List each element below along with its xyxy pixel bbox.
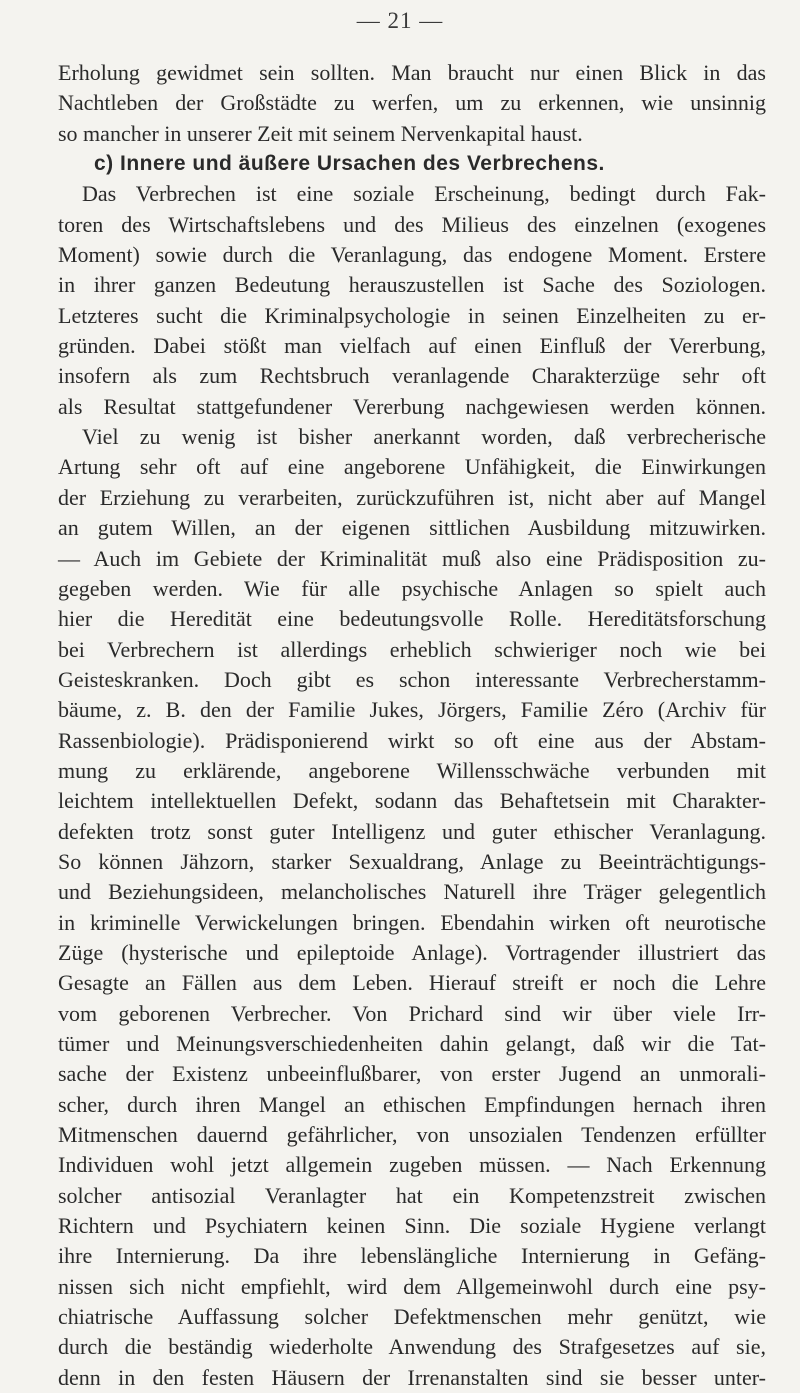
text-line: Rassenbiologie). Prädisponierend wirkt so oft eine aus der Abstam- — [58, 727, 766, 753]
text-line: der Erziehung zu verarbeiten, zurückzuführen ist, nicht aber auf Mangel — [58, 484, 766, 510]
text-line: nissen sich nicht empfiehlt, wird dem Allgemeinwohl durch eine psy- — [58, 1273, 766, 1299]
text-line: Artung sehr oft auf eine angeborene Unfähigkeit, die Einwirkungen — [58, 454, 766, 480]
section-heading: c) Innere und äußere Ursachen des Verbrechens. — [94, 152, 605, 176]
text-line: in ihrer ganzen Bedeutung herauszustellen ist Sache des Soziologen. — [58, 272, 766, 298]
text-line: Viel zu wenig ist bisher anerkannt worden, daß verbrecherische — [82, 424, 766, 450]
text-line: Das Verbrechen ist eine soziale Erscheinung, bedingt durch Fak- — [82, 181, 766, 207]
text-line: toren des Wirtschaftslebens und des Milieus des einzelnen (exogenes — [58, 211, 766, 237]
body-text — [58, 58, 766, 1393]
text-line: mung zu erklärende, angeborene Willensschwäche verbunden mit — [58, 757, 766, 783]
text-line: bei Verbrechern ist allerdings erheblich schwieriger noch wie bei — [58, 636, 766, 662]
text-line: insofern als zum Rechtsbruch veranlagende Charakterzüge sehr oft — [58, 363, 766, 389]
text-line: defekten trotz sonst guter Intelligenz und guter ethischer Veranlagung. — [58, 818, 766, 844]
text-line: in kriminelle Verwickelungen bringen. Ebendahin wirken oft neurotische — [58, 909, 766, 935]
text-line: Züge (hysterische und epileptoide Anlage). Vortragender illustriert das — [58, 939, 766, 965]
text-line: vom geborenen Verbrecher. Von Prichard sind wir über viele Irr- — [58, 1000, 766, 1026]
page-number: — 21 — — [356, 8, 444, 33]
text-line: Mitmenschen dauernd gefährlicher, von unsozialen Tendenzen erfüllter — [58, 1122, 766, 1148]
text-line: denn in den festen Häusern der Irrenanstalten sind sie besser unter- — [58, 1364, 766, 1390]
text-line: Moment) sowie durch die Veranlagung, das endogene Moment. Erstere — [58, 242, 766, 268]
text-line: Individuen wohl jetzt allgemein zugeben müssen. — Nach Erkennung — [58, 1152, 766, 1178]
text-line: als Resultat stattgefundener Vererbung nachgewiesen werden können. — [58, 393, 766, 419]
text-line: chiatrische Auffassung solcher Defektmenschen mehr genützt, wie — [58, 1304, 766, 1330]
text-line: ihre Internierung. Da ihre lebenslängliche Internierung in Gefäng- — [58, 1243, 766, 1269]
text-line: so mancher in unserer Zeit mit seinem Nervenkapital haust. — [58, 120, 583, 146]
text-line: bäume, z. B. den der Familie Jukes, Jörgers, Familie Zéro (Archiv für — [58, 697, 766, 723]
text-line: Richtern und Psychiatern keinen Sinn. Die soziale Hygiene verlangt — [58, 1213, 766, 1239]
text-line: hier die Heredität eine bedeutungsvolle Rolle. Hereditätsforschung — [58, 606, 766, 632]
text-line: leichtem intellektuellen Defekt, sodann das Behaftetsein mit Charakter- — [58, 788, 766, 814]
text-line: Nachtleben der Großstädte zu werfen, um zu erkennen, wie unsinnig — [58, 90, 766, 116]
text-line: tümer und Meinungsverschiedenheiten dahin gelangt, daß wir die Tat- — [58, 1031, 766, 1056]
text-line: scher, durch ihren Mangel an ethischen Empfindungen hernach ihren — [58, 1091, 766, 1117]
text-line: Geisteskranken. Doch gibt es schon interessante Verbrecherstamm- — [58, 666, 766, 692]
text-line: und Beziehungsideen, melancholisches Naturell ihre Träger gelegentlich — [58, 879, 766, 905]
text-line: Erholung gewidmet sein sollten. Man braucht nur einen Blick in das — [58, 60, 766, 85]
text-line: — Auch im Gebiete der Kriminalität muß also eine Prädisposition zu- — [58, 545, 766, 571]
text-line: Gesagte an Fällen aus dem Leben. Hierauf streift er noch die Lehre — [58, 970, 766, 996]
text-line: gegeben werden. Wie für alle psychische Anlagen so spielt auch — [58, 575, 766, 601]
text-line: Letzteres sucht die Kriminalpsychologie in seinen Einzelheiten zu er- — [58, 302, 766, 328]
text-line: So können Jähzorn, starker Sexualdrang, Anlage zu Beeinträchtigungs- — [58, 848, 766, 874]
text-line: an gutem Willen, an der eigenen sittlichen Ausbildung mitzuwirken. — [58, 515, 766, 541]
text-line: gründen. Dabei stößt man vielfach auf einen Einfluß der Vererbung, — [58, 333, 766, 359]
text-line: solcher antisozial Veranlagter hat ein Kompetenzstreit zwischen — [58, 1182, 766, 1208]
text-line: sache der Existenz unbeeinflußbarer, von erster Jugend an unmorali- — [58, 1061, 766, 1087]
text-line: durch die beständig wiederholte Anwendung des Strafgesetzes auf sie, — [58, 1334, 766, 1360]
